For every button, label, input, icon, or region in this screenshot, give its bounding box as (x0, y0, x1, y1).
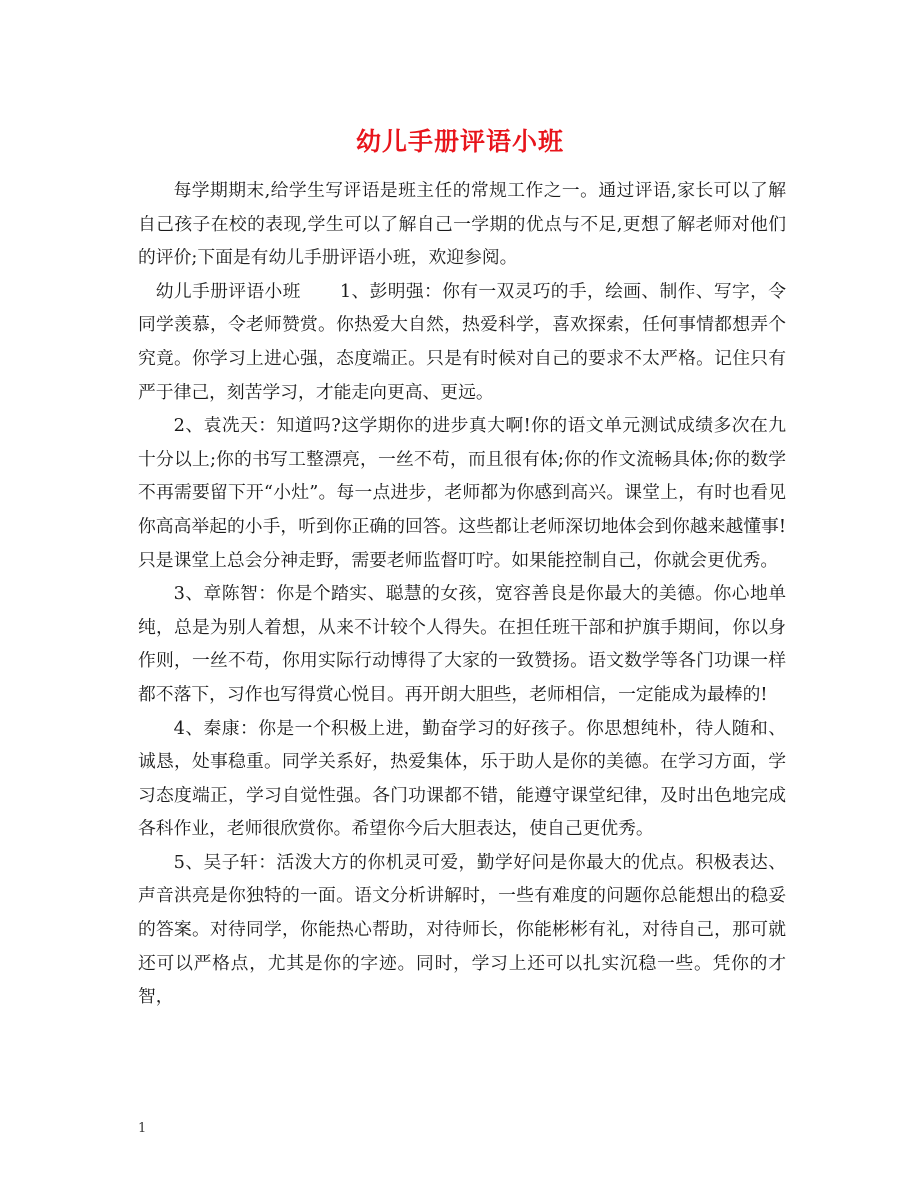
section-heading: 幼儿手册评语小班 (155, 280, 301, 302)
page-number: 1 (138, 1121, 147, 1136)
comment-paragraph-2: 2、袁冼天：知道吗?这学期你的进步真大啊!你的语文单元测试成绩多次在九十分以上;你的书写工整漂亮，一丝不苟，而且很有体;你的作文流畅具体;你的数学不再需要留下开“小灶”。每一点进步，老师都为你感到高兴。课堂上，有时也看见你高高举起的小手，听到你正确的回答。这些都让老师深切地体会到你越来越懂事!只是课堂上总会分神走野，需要老师监督叮咛。如果能控制自己，你就会更优秀。 (138, 415, 786, 571)
comment-paragraph-3: 3、章陈智：你是个踏实、聪慧的女孩，宽容善良是你最大的美德。你心地单纯，总是为别人着想，从来不计较个人得失。在担任班干部和护旗手期间，你以身作则，一丝不苟，你用实际行动博得了大家的一致赞扬。语文数学等各门功课一样都不落下，习作也写得赏心悦目。再开朗大胆些，老师相信，一定能成为最棒的! (138, 583, 786, 705)
comment-paragraph-1 (138, 275, 786, 409)
document-title: 幼儿手册评语小班 (355, 127, 564, 156)
intro-paragraph: 每学期期末,给学生写评语是班主任的常规工作之一。通过评语,家长可以了解自己孩子在校的表现,学生可以了解自己一学期的优点与不足,更想了解老师对他们的评价;下面是有幼儿手册评语小班，欢迎参阅。 (138, 180, 786, 269)
document-body (138, 174, 786, 1014)
comment-paragraph-5: 5、吴子轩：活泼大方的你机灵可爱，勤学好问是你最大的优点。积极表达、声音洪亮是你独特的一面。语文分析讲解时，一些有难度的问题你总能想出的稳妥的答案。对待同学，你能热心帮助，对待师长，你能彬彬有礼，对待自己，那可就还可以严格点，尤其是你的字迹。同时，学习上还可以扎实沉稳一些。凭你的才智， (138, 851, 786, 1008)
comment-1-text: 1、彭明强：你有一双灵巧的手，绘画、制作、写字，令同学羡慕，令老师赞赏。你热爱大自然，热爱科学，喜欢探索，任何事情都想弄个究竟。你学习上进心强，态度端正。只是有时候对自己的要求不太严格。记住只有严于律己，刻苦学习，才能走向更高、更远。 (138, 280, 786, 403)
comment-paragraph-4: 4、秦康：你是一个积极上进，勤奋学习的好孩子。你思想纯朴，待人随和、诚恳，处事稳重。同学关系好，热爱集体，乐于助人是你的美德。在学习方面，学习态度端正，学习自觉性强。各门功课都不错，能遵守课堂纪律，及时出色地完成各科作业，老师很欣赏你。希望你今后大胆表达，使自己更优秀。 (138, 717, 786, 840)
